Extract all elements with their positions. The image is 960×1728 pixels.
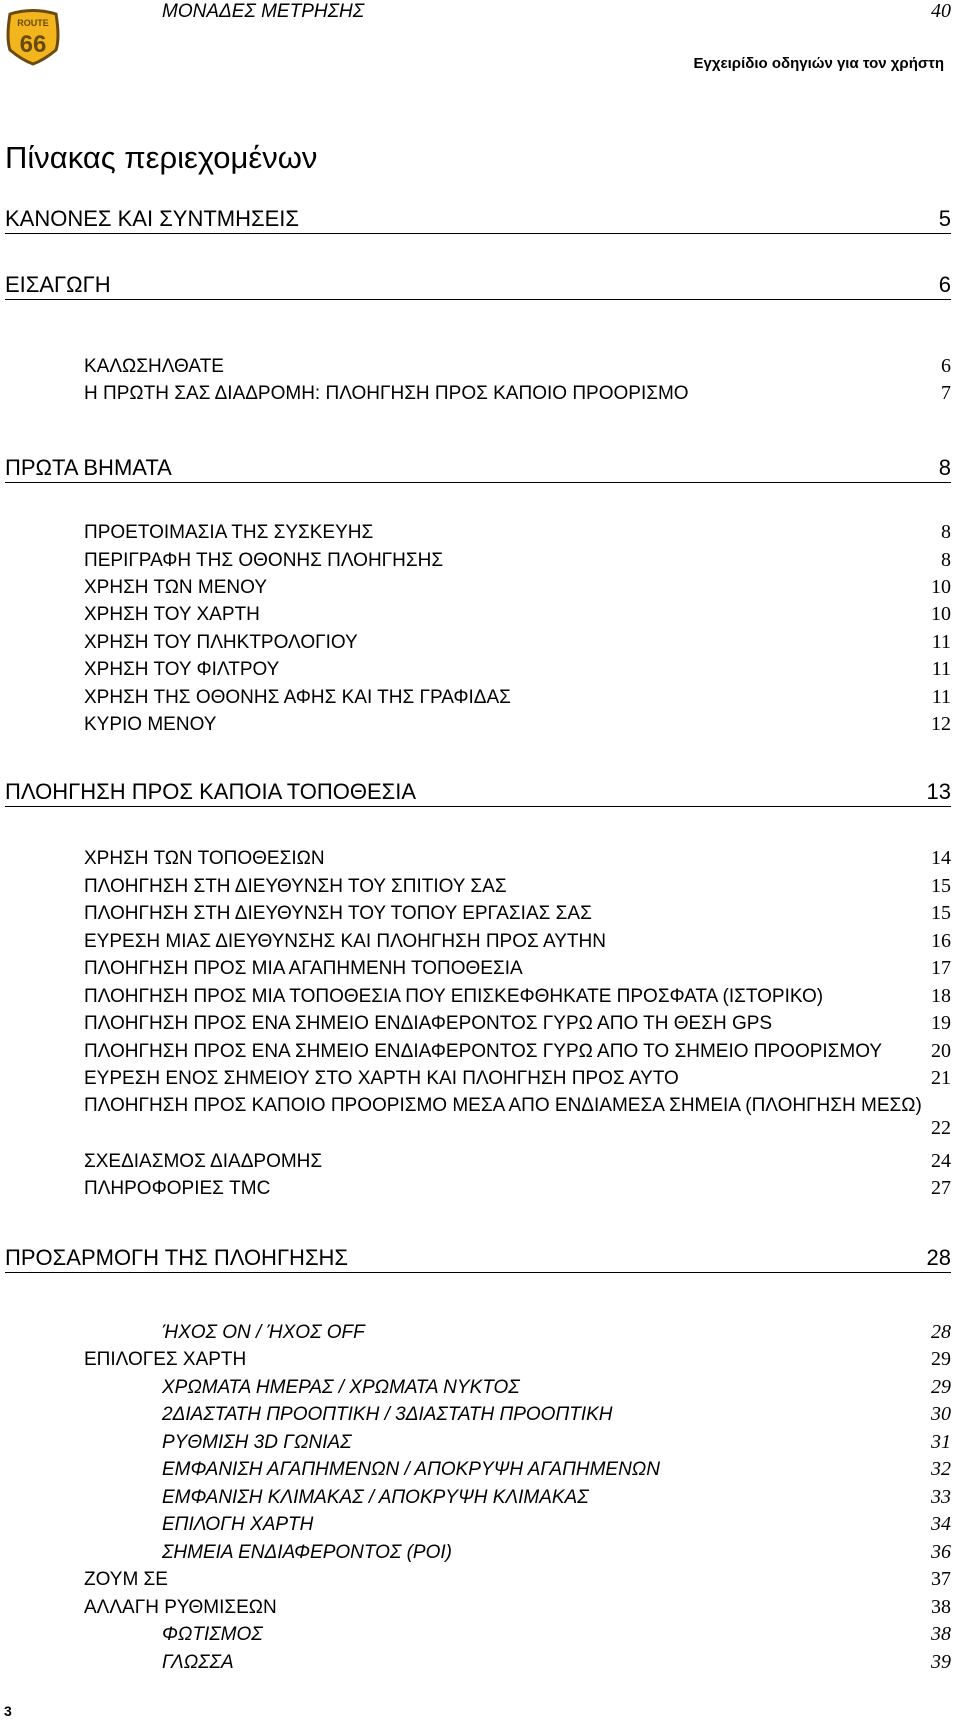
- toc-entry-page: 39: [931, 1651, 951, 1673]
- toc-entry-title: ΠΡΟΣΑΡΜΟΓΗ ΤΗΣ ΠΛΟΗΓΗΣΗΣ: [5, 1245, 349, 1270]
- toc-entry[interactable]: [5, 272, 951, 300]
- toc-entry[interactable]: [162, 1403, 951, 1426]
- toc-entry-title: ΑΛΛΑΓΗ ΡΥΘΜΙΣΕΩΝ: [84, 1597, 277, 1618]
- toc-entry-title: ΠΛΟΗΓΗΣΗ ΠΡΟΣ ΚΑΠΟΙΑ ΤΟΠΟΘΕΣΙΑ: [5, 779, 417, 804]
- toc-entry-page: 5: [938, 206, 951, 231]
- toc-entry-title: Η ΠΡΩΤΗ ΣΑΣ ΔΙΑΔΡΟΜΗ: ΠΛΟΗΓΗΣΗ ΠΡΟΣ ΚΑΠΟΙΟ ΠΡΟΟΡΙΣΜΟ: [84, 383, 689, 404]
- toc-entry-title: ΦΩΤΙΣΜΟΣ: [162, 1624, 263, 1645]
- toc-entry-title: ΧΡΗΣΗ ΤΩΝ ΜΕΝΟΥ: [84, 577, 267, 598]
- toc-entry[interactable]: [84, 355, 951, 378]
- toc-entry-title: ΠΛΟΗΓΗΣΗ ΠΡΟΣ ΚΑΠΟΙΟ ΠΡΟΟΡΙΣΜΟ ΜΕΣΑ ΑΠΟ ΕΝΔΙΑΜΕΣΑ ΣΗΜΕΙΑ (ΠΛΟΗΓΗΣΗ ΜΕΣΩ): [84, 1095, 922, 1116]
- toc-wrapped-page-number: 22: [931, 1117, 951, 1139]
- toc-entry-page: 8: [941, 549, 951, 571]
- toc-entry-title: ΡΥΘΜΙΣΗ 3D ΓΩΝΙΑΣ: [162, 1432, 352, 1453]
- toc-entry[interactable]: [84, 957, 951, 980]
- page-number: 3: [4, 1703, 12, 1719]
- toc-entry-title: ΠΛΟΗΓΗΣΗ ΣΤΗ ΔΙΕΥΘΥΝΣΗ ΤΟΥ ΤΟΠΟΥ ΕΡΓΑΣΙΑΣ ΣΑΣ: [84, 903, 592, 924]
- toc-entry-title: ΕΙΣΑΓΩΓΗ: [5, 272, 111, 297]
- toc-entry[interactable]: [5, 1245, 951, 1273]
- toc-entry-title: ΕΠΙΛΟΓΕΣ ΧΑΡΤΗ: [84, 1349, 247, 1370]
- toc-entry-title: ΕΜΦΑΝΙΣΗ ΑΓΑΠΗΜΕΝΩΝ / ΑΠΟΚΡΥΨΗ ΑΓΑΠΗΜΕΝΩΝ: [162, 1459, 660, 1480]
- toc-entry-title: 2ΔΙΑΣΤΑΤΗ ΠΡΟΟΠΤΙΚΗ / 3ΔΙΑΣΤΑΤΗ ΠΡΟΟΠΤΙΚΗ: [162, 1404, 613, 1425]
- toc-entry-title: ΚΑΝΟΝΕΣ ΚΑΙ ΣΥΝΤΜΗΣΕΙΣ: [5, 206, 299, 231]
- toc-entry-page: 20: [931, 1040, 951, 1062]
- toc-entry-page: 11: [931, 658, 951, 680]
- toc-entry-page: 8: [941, 521, 951, 543]
- toc-entry-page: 37: [931, 1568, 951, 1590]
- document-title: Εγχειρίδιο οδηγιών για τον χρήστη: [693, 55, 944, 72]
- toc-entry[interactable]: [84, 930, 951, 953]
- toc-entry-page: 7: [941, 382, 951, 404]
- toc-entry[interactable]: [84, 902, 951, 925]
- toc-entry-title: ΧΡΗΣΗ ΤΟΥ ΧΑΡΤΗ: [84, 604, 260, 625]
- toc-entry[interactable]: [5, 206, 951, 234]
- toc-entry[interactable]: [84, 631, 951, 654]
- toc-entry[interactable]: [84, 576, 951, 599]
- toc-entry[interactable]: [162, 1431, 951, 1454]
- toc-entry-page: 38: [931, 1596, 951, 1618]
- toc-entry[interactable]: [84, 1568, 951, 1591]
- route66-logo: [4, 8, 62, 66]
- toc-entry[interactable]: [162, 1321, 951, 1344]
- svg-text:66: 66: [19, 31, 47, 58]
- toc-entry-title: ΚΥΡΙΟ ΜΕΝΟΥ: [84, 714, 217, 735]
- toc-entry-page: 17: [931, 957, 951, 979]
- toc-entry-title: ΠΕΡΙΓΡΑΦΗ ΤΗΣ ΟΘΟΝΗΣ ΠΛΟΗΓΗΣΗΣ: [84, 550, 444, 571]
- toc-entry[interactable]: [84, 1095, 959, 1117]
- toc-entry[interactable]: [162, 1541, 951, 1564]
- toc-entry-title: ΠΛΟΗΓΗΣΗ ΠΡΟΣ ΕΝΑ ΣΗΜΕΙΟ ΕΝΔΙΑΦΕΡΟΝΤΟΣ ΓΥΡΩ ΑΠΟ ΤΟ ΣΗΜΕΙΟ ΠΡΟΟΡΙΣΜΟΥ: [84, 1041, 883, 1062]
- toc-entry-page: 33: [931, 1486, 951, 1508]
- toc-entry-title: ΠΛΟΗΓΗΣΗ ΠΡΟΣ ΜΙΑ ΑΓΑΠΗΜΕΝΗ ΤΟΠΟΘΕΣΙΑ: [84, 958, 523, 979]
- toc-entry-page: 21: [931, 1067, 951, 1089]
- toc-entry-page: 38: [931, 1623, 951, 1645]
- toc-entry-page: 32: [931, 1458, 951, 1480]
- toc-entry-title: ΖΟΥΜ ΣΕ: [84, 1569, 168, 1590]
- toc-entry-page: 28: [926, 1245, 951, 1270]
- toc-entry-page: 29: [931, 1348, 951, 1370]
- toc-entry-page: 11: [931, 686, 951, 708]
- toc-entry-page: 27: [931, 1177, 951, 1199]
- svg-text:ROUTE: ROUTE: [17, 18, 49, 28]
- toc-entry-title: ΠΡΩΤΑ ΒΗΜΑΤΑ: [5, 455, 172, 480]
- toc-entry[interactable]: [84, 603, 951, 626]
- toc-entry[interactable]: [162, 1458, 951, 1481]
- toc-entry-page: 40: [931, 0, 951, 22]
- toc-entry-title: ΧΡΗΣΗ ΤΟΥ ΦΙΛΤΡΟΥ: [84, 659, 280, 680]
- toc-entry-title: ΜΟΝΑΔΕΣ ΜΕΤΡΗΣΗΣ: [162, 1, 365, 22]
- toc-entry-page: 10: [931, 603, 951, 625]
- toc-heading: Πίνακας περιεχομένων: [5, 140, 318, 175]
- toc-entry[interactable]: [162, 0, 951, 23]
- toc-entry-page: 6: [938, 272, 951, 297]
- toc-entry-title: ΓΛΩΣΣΑ: [162, 1652, 234, 1673]
- toc-entry-page: 34: [931, 1513, 951, 1535]
- toc-entry-page: 11: [931, 631, 951, 653]
- toc-entry[interactable]: [84, 658, 951, 681]
- toc-entry-page: 6: [941, 355, 951, 377]
- toc-entry-title: ΣΗΜΕΙΑ ΕΝΔΙΑΦΕΡΟΝΤΟΣ (POI): [162, 1542, 452, 1563]
- toc-entry-title: ΕΠΙΛΟΓΗ ΧΑΡΤΗ: [162, 1514, 314, 1535]
- toc-entry-page: 24: [931, 1150, 951, 1172]
- toc-entry-page: 8: [938, 455, 951, 480]
- toc-entry-title: ΕΥΡΕΣΗ ΕΝΟΣ ΣΗΜΕΙΟΥ ΣΤΟ ΧΑΡΤΗ ΚΑΙ ΠΛΟΗΓΗΣΗ ΠΡΟΣ ΑΥΤΟ: [84, 1068, 679, 1089]
- toc-entry-page: 10: [931, 576, 951, 598]
- toc-entry-title: ΉΧΟΣ ON / ΉΧΟΣ OFF: [162, 1322, 365, 1343]
- toc-entry-title: ΧΡΗΣΗ ΤΩΝ ΤΟΠΟΘΕΣΙΩΝ: [84, 848, 325, 869]
- toc-entry[interactable]: [84, 1040, 951, 1063]
- toc-entry[interactable]: [84, 875, 951, 898]
- toc-entry-page: 28: [931, 1321, 951, 1343]
- toc-entry[interactable]: [162, 1623, 951, 1646]
- toc-entry[interactable]: [84, 847, 951, 870]
- toc-entry[interactable]: [5, 455, 951, 483]
- toc-entry[interactable]: [84, 1150, 951, 1173]
- toc-entry[interactable]: [84, 985, 951, 1008]
- toc-entry[interactable]: [5, 779, 951, 807]
- toc-entry[interactable]: [84, 1067, 951, 1090]
- toc-entry-page: 15: [931, 902, 951, 924]
- toc-entry[interactable]: [84, 521, 951, 544]
- toc-entry-page: 15: [931, 875, 951, 897]
- toc-entry[interactable]: [162, 1376, 951, 1399]
- toc-entry-page: 13: [926, 779, 951, 804]
- toc-entry[interactable]: [84, 686, 951, 709]
- toc-entry-title: ΚΑΛΩΣΗΛΘΑΤΕ: [84, 356, 224, 377]
- toc-entry-page: 16: [931, 930, 951, 952]
- toc-entry-page: 31: [931, 1431, 951, 1453]
- toc-entry[interactable]: [84, 1348, 951, 1371]
- toc-entry[interactable]: [84, 1177, 951, 1200]
- toc-entry-title: ΠΛΗΡΟΦΟΡΙΕΣ TMC: [84, 1178, 271, 1199]
- toc-entry[interactable]: [84, 1596, 951, 1619]
- toc-entry-page: 30: [931, 1403, 951, 1425]
- toc-entry-title: ΕΜΦΑΝΙΣΗ ΚΛΙΜΑΚΑΣ / ΑΠΟΚΡΥΨΗ ΚΛΙΜΑΚΑΣ: [162, 1487, 589, 1508]
- toc-entry-page: 19: [931, 1012, 951, 1034]
- toc-entry-page: 29: [931, 1376, 951, 1398]
- toc-entry-title: ΠΛΟΗΓΗΣΗ ΠΡΟΣ ΜΙΑ ΤΟΠΟΘΕΣΙΑ ΠΟΥ ΕΠΙΣΚΕΦΘΗΚΑΤΕ ΠΡΟΣΦΑΤΑ (ΙΣΤΟΡΙΚΟ): [84, 986, 824, 1007]
- toc-entry[interactable]: [162, 1651, 951, 1674]
- toc-entry[interactable]: [162, 1513, 951, 1536]
- toc-entry-title: ΠΛΟΗΓΗΣΗ ΣΤΗ ΔΙΕΥΘΥΝΣΗ ΤΟΥ ΣΠΙΤΙΟΥ ΣΑΣ: [84, 876, 507, 897]
- toc-entry-page: 14: [931, 847, 951, 869]
- toc-entry-title: ΠΡΟΕΤΟΙΜΑΣΙΑ ΤΗΣ ΣΥΣΚΕΥΗΣ: [84, 522, 374, 543]
- toc-entry-page: 36: [931, 1541, 951, 1563]
- toc-entry-title: ΠΛΟΗΓΗΣΗ ΠΡΟΣ ΕΝΑ ΣΗΜΕΙΟ ΕΝΔΙΑΦΕΡΟΝΤΟΣ ΓΥΡΩ ΑΠΟ ΤΗ ΘΕΣΗ GPS: [84, 1013, 773, 1034]
- toc-entry-title: ΕΥΡΕΣΗ ΜΙΑΣ ΔΙΕΥΘΥΝΣΗΣ ΚΑΙ ΠΛΟΗΓΗΣΗ ΠΡΟΣ ΑΥΤΗΝ: [84, 931, 606, 952]
- toc-entry[interactable]: [84, 549, 951, 572]
- toc-entry-title: ΧΡΗΣΗ ΤΟΥ ΠΛΗΚΤΡΟΛΟΓΙΟΥ: [84, 632, 358, 653]
- toc-entry-title: ΧΡΩΜΑΤΑ ΗΜΕΡΑΣ / ΧΡΩΜΑΤΑ ΝΥΚΤΟΣ: [162, 1377, 520, 1398]
- toc-entry-page: 12: [931, 713, 951, 735]
- toc-entry[interactable]: [84, 713, 951, 736]
- toc-entry[interactable]: [84, 1012, 951, 1035]
- toc-entry-page: 18: [931, 985, 951, 1007]
- toc-entry-title: ΣΧΕΔΙΑΣΜΟΣ ΔΙΑΔΡΟΜΗΣ: [84, 1151, 323, 1172]
- toc-entry-title: ΧΡΗΣΗ ΤΗΣ ΟΘΟΝΗΣ ΑΦΗΣ ΚΑΙ ΤΗΣ ΓΡΑΦΙΔΑΣ: [84, 687, 511, 708]
- toc-entry[interactable]: [84, 382, 951, 405]
- toc-entry[interactable]: [162, 1486, 951, 1509]
